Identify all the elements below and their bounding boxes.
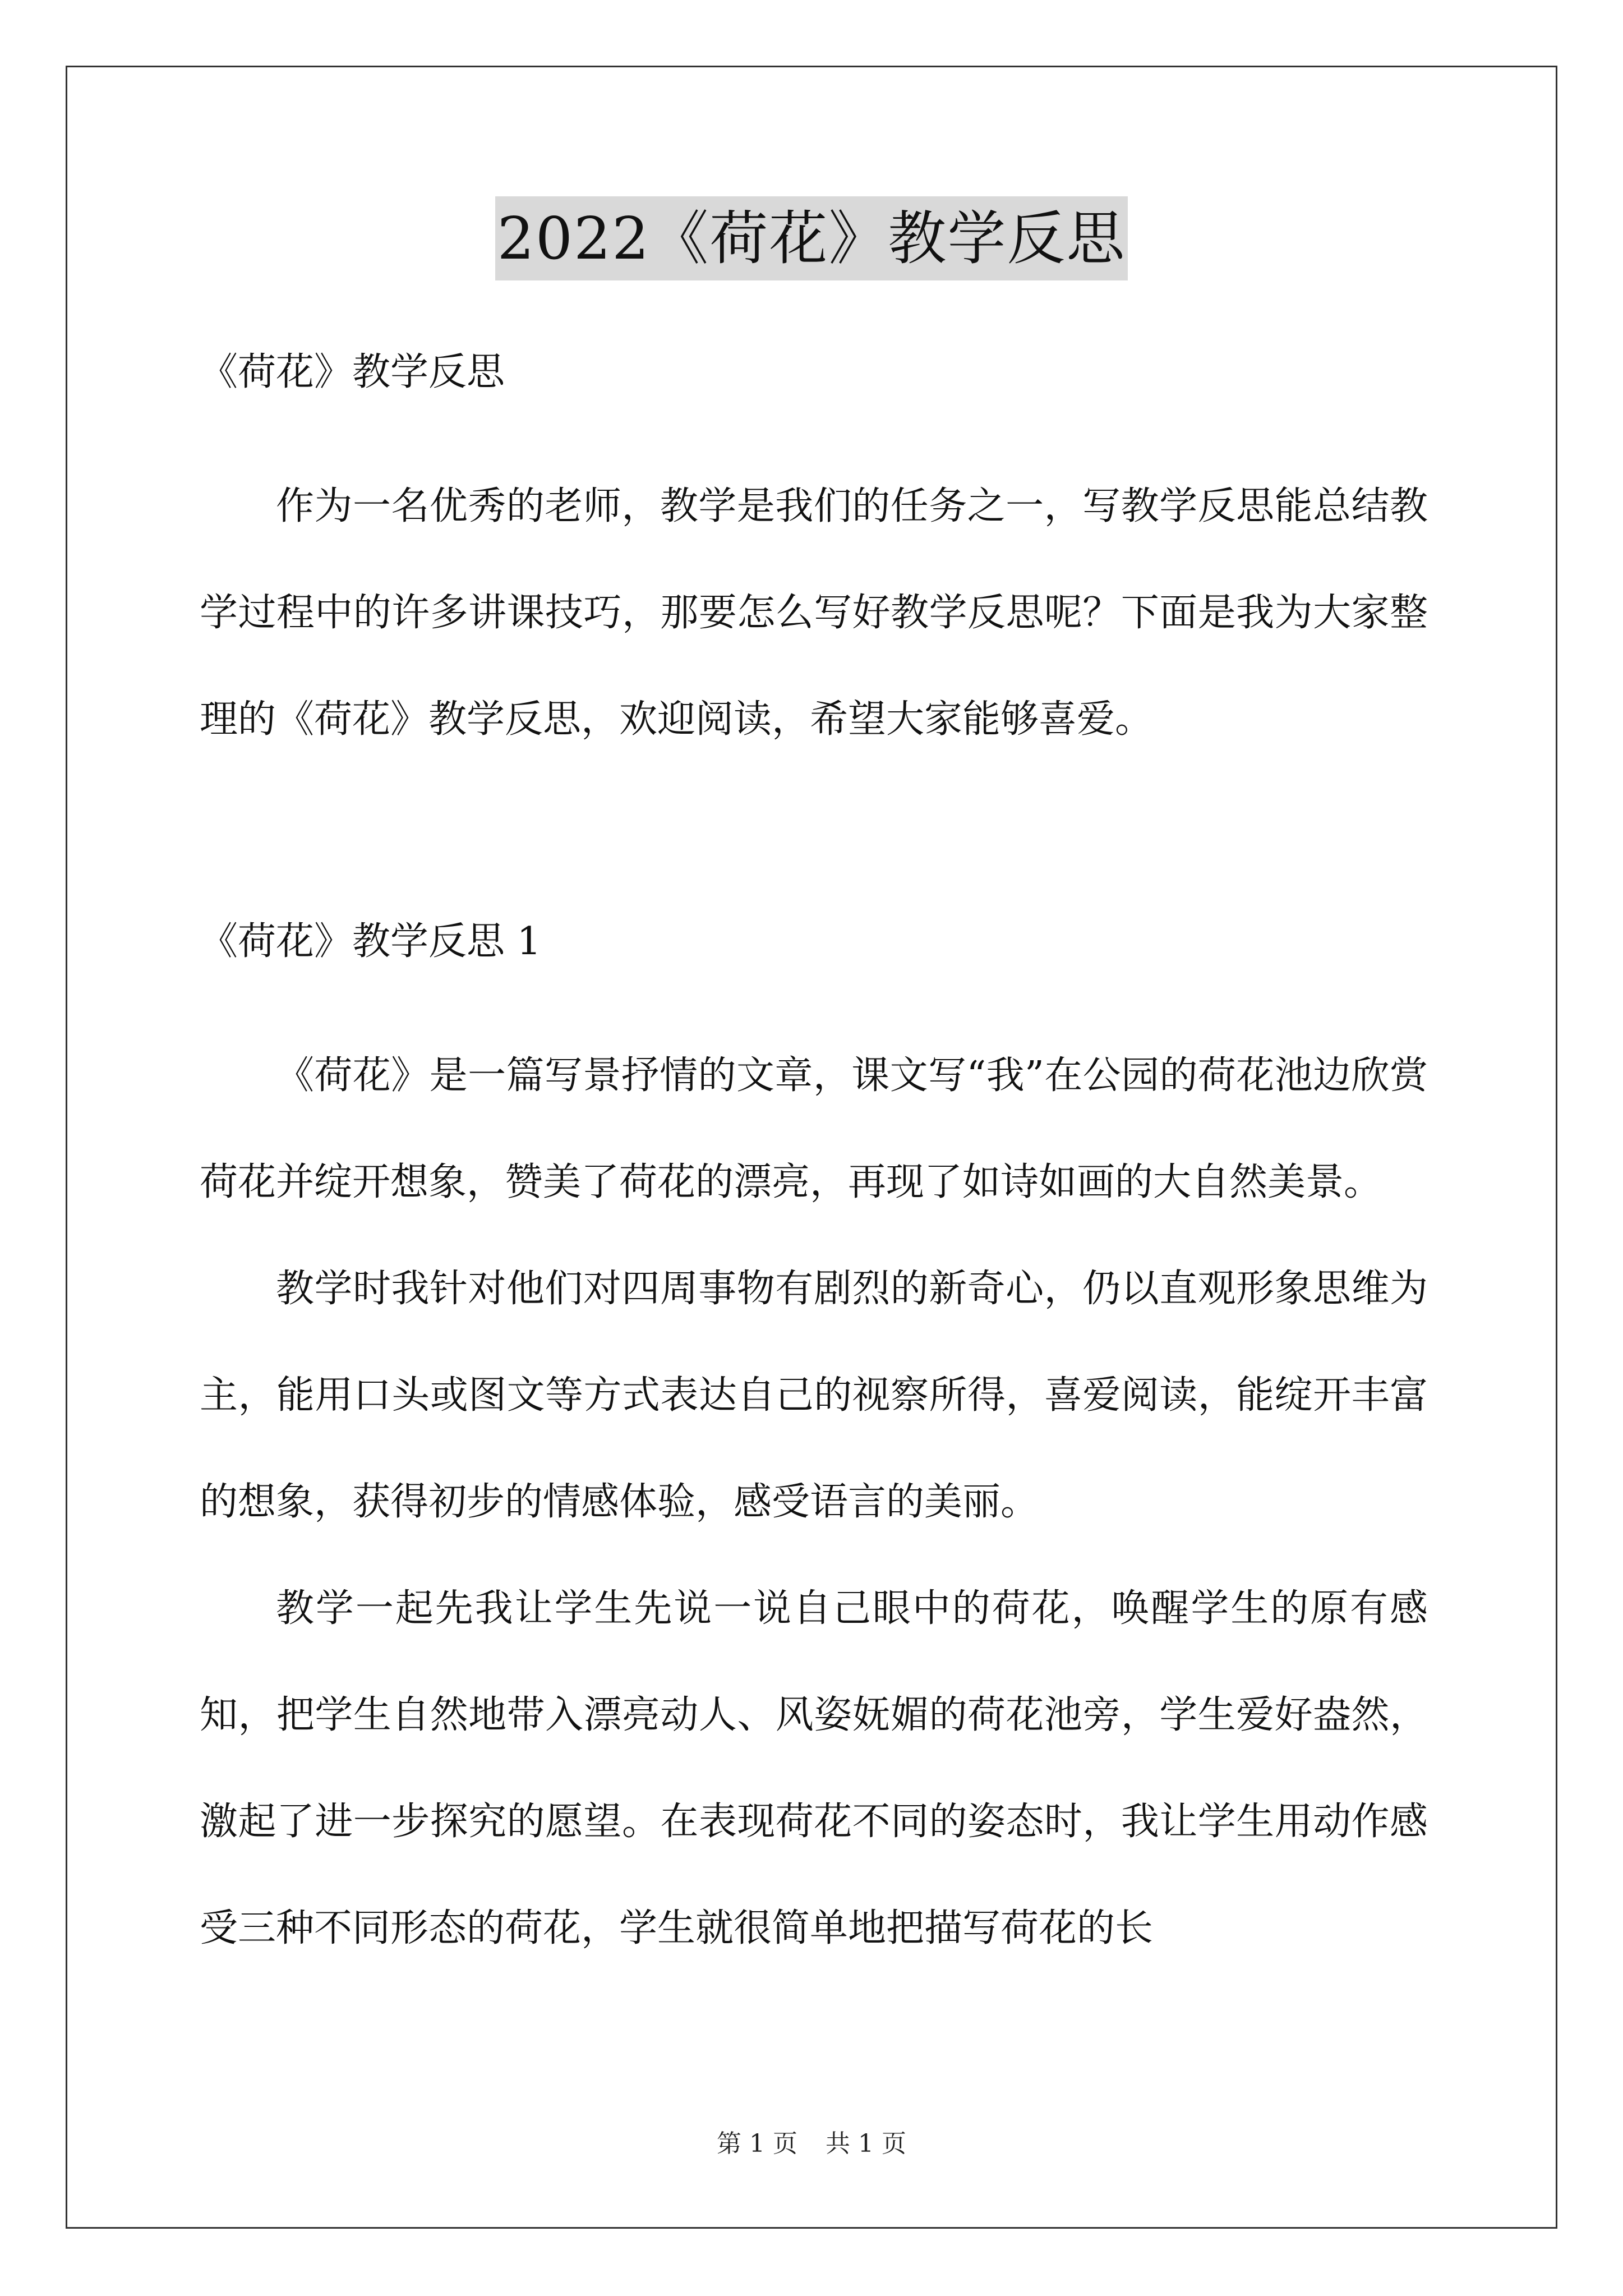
spacer [200,398,1428,453]
document-title: 2022《荷花》教学反思 [495,196,1128,280]
document-subtitle: 《荷花》教学反思 [200,350,505,394]
body-paragraph-1: 《荷花》是一篇写景抒情的文章，课文写“我”在公园的荷花池边欣赏荷花并绽开想象，赞美了荷花的漂亮，再现了如诗如画的大自然美景。 [200,1053,1428,1204]
spacer [200,773,1428,916]
page-footer [0,2127,1623,2161]
body-paragraph-3: 教学一起先我让学生先说一说自己眼中的荷花，唤醒学生的原有感知，把学生自然地带入漂亮动人、风姿妩媚的荷花池旁，学生爱好盎然，激起了进一步探究的愿望。在表现荷花不同的姿态时，我让学生用动作感受三种不同形态的荷花，学生就很简单地把描写荷花的长 [200,1586,1428,1950]
section-heading: 《荷花》教学反思 1 [200,919,541,964]
spacer [200,968,1428,1023]
body-paragraph-2: 教学时我针对他们对四周事物有剧烈的新奇心，仍以直观形象思维为主，能用口头或图文等方式表达自己的视察所得，喜爱阅读，能绽开丰富的想象，获得初步的情感体验，感受语言的美丽。 [200,1267,1428,1524]
document-body [200,347,1428,1982]
page-number-current: 第 1 页 [717,2129,797,2158]
page-number-total: 共 1 页 [826,2129,906,2158]
title-container [0,196,1623,280]
intro-paragraph: 作为一名优秀的老师，教学是我们的任务之一，写教学反思能总结教学过程中的许多讲课技巧，那要怎么写好教学反思呢？下面是我为大家整理的《荷花》教学反思，欢迎阅读，希望大家能够喜爱。 [200,484,1428,742]
